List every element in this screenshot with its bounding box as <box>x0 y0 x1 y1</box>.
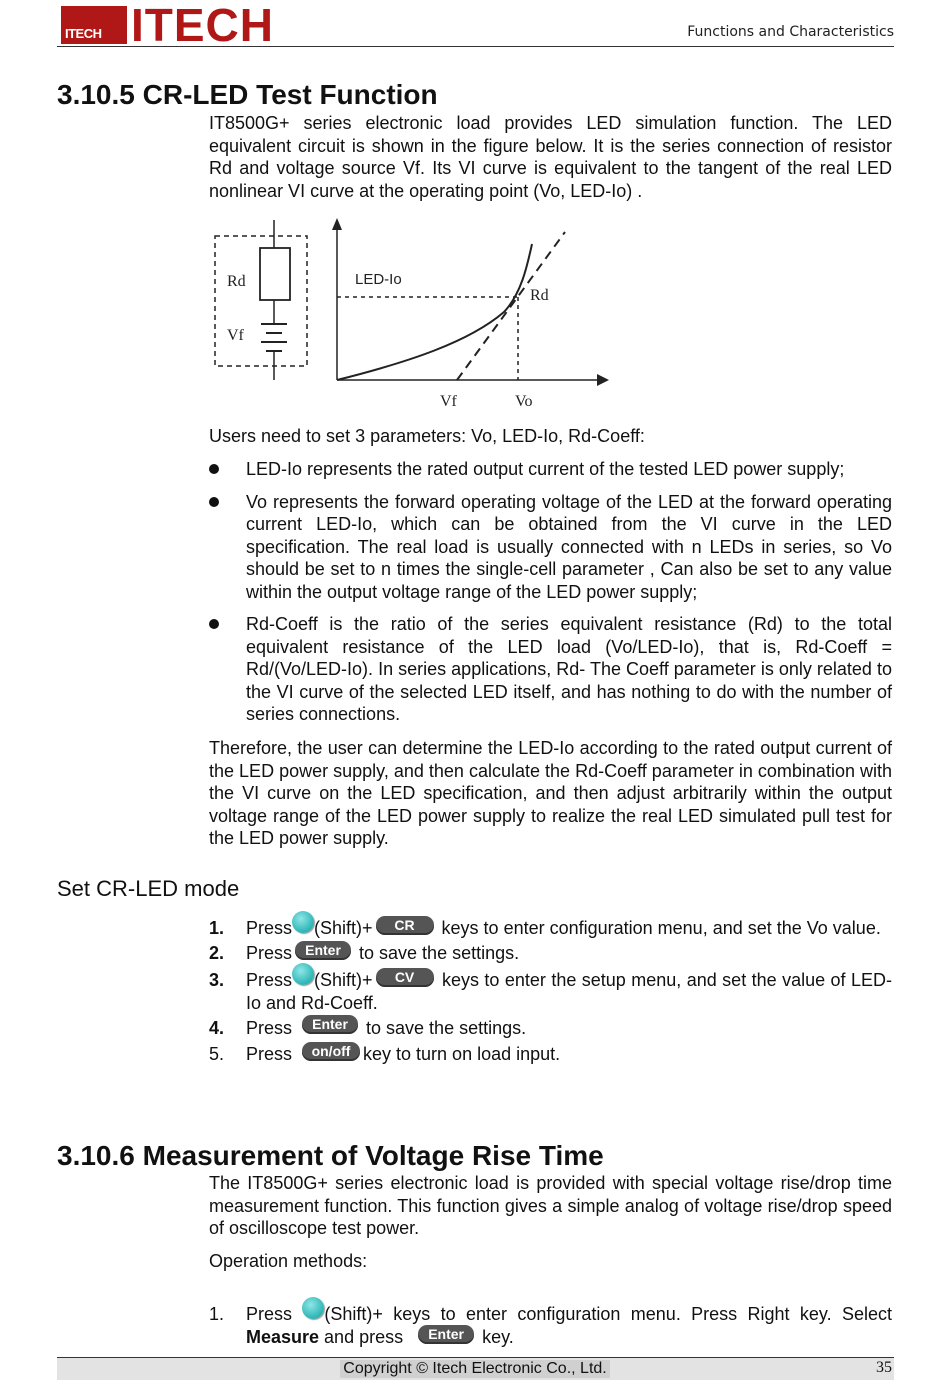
parameter-list <box>209 458 892 736</box>
itech-logo <box>61 0 301 51</box>
bullet-icon <box>209 619 219 629</box>
params-intro: Users need to set 3 parameters: Vo, LED-Io, Rd-Coeff: <box>209 426 645 446</box>
list-item: Vo represents the forward operating voltage of the LED at the forward operating current LED-Io, which can be obtained from the VI curve in the LED specification. The real load is usually connected with n LEDs in series, so Vo should be set to n times the single-cell parameter , Can also be set to any value within the output voltage range of the LED power supply; <box>209 491 892 604</box>
list-item: 3. Press (Shift)+ CV keys to enter the setup menu, and set the value of LED-Io and Rd-Coeff. <box>209 969 892 1015</box>
vo-axis-label: Vo <box>515 393 533 410</box>
section-heading-rise-time: 3.10.6 Measurement of Voltage Rise Time <box>57 1140 604 1171</box>
bullet-icon <box>209 497 219 507</box>
page-header <box>57 0 894 51</box>
logo-box <box>61 6 127 44</box>
copyright-text: Copyright © Itech Electronic Co., Ltd. <box>340 1360 610 1378</box>
enter-key: Enter <box>295 941 351 960</box>
vf-label: Vf <box>227 327 244 344</box>
shift-key-icon <box>292 963 314 985</box>
list-item: 2. Press Enter to save the settings. <box>209 942 520 964</box>
set-mode-steps <box>209 917 892 1066</box>
list-item: 4. Press Enter to save the settings. <box>209 1016 527 1038</box>
list-item: 5. Press on/off key to turn on load input. <box>209 1042 561 1064</box>
operation-methods-label: Operation methods: <box>209 1251 368 1271</box>
rise-time-intro: The IT8500G+ series electronic load is provided with special voltage rise/drop time measurement function. This function gives a simple analog of voltage rise/drop speed of oscilloscope test power. <box>209 1173 892 1238</box>
cv-key: CV <box>376 968 434 987</box>
enter-key: Enter <box>302 1015 358 1034</box>
set-mode-heading: Set CR-LED mode <box>57 876 240 901</box>
header-title: Functions and Characteristics <box>687 24 894 40</box>
logo-small-text: ITECH <box>65 26 102 41</box>
list-item: LED-Io represents the rated output current of the tested LED power supply; <box>209 458 892 481</box>
shift-key-icon <box>302 1297 324 1319</box>
enter-key: Enter <box>418 1325 474 1344</box>
rise-time-steps <box>209 1303 892 1349</box>
bullet-icon <box>209 464 219 474</box>
led-equivalent-circuit-diagram <box>209 212 609 412</box>
rd-curve-label: Rd <box>530 287 549 304</box>
list-item: Rd-Coeff is the ratio of the series equivalent resistance (Rd) to the total equivalent resistance of the LED load (Vo/LED-Io), that is, Rd-Coeff = Rd/(Vo/LED-Io). In series applications, Rd- The Coeff parameter is only related to the VI curve of the selected LED itself, and has nothing to do with the number of series connections. <box>209 613 892 726</box>
rd-label: Rd <box>227 273 246 290</box>
section-heading-cr-led: 3.10.5 CR-LED Test Function <box>57 79 438 110</box>
intro-paragraph: IT8500G+ series electronic load provides LED simulation function. The LED equivalent circuit is shown in the figure below. It is the series connection of resistor Rd and voltage source Vf. Its VI curve is equivalent to the tangent of the real LED nonlinear VI curve at the operating point (Vo, LED-Io) . <box>209 113 892 201</box>
logo-large-text: ITECH <box>131 0 274 51</box>
list-item: 1. Press (Shift)+ CR keys to enter configuration menu, and set the Vo value. <box>209 917 892 940</box>
on-off-key: on/off <box>302 1042 360 1061</box>
shift-key-icon <box>292 911 314 933</box>
conclusion-paragraph: Therefore, the user can determine the LED-Io according to the rated output current of the LED power supply, and then calculate the Rd-Coeff parameter in combination with the VI curve on the LED specification, and then adjust arbitrarily within the output voltage range of the LED power supply to realize the real LED simulated pull test for the LED power supply. <box>209 738 892 848</box>
page-number: 35 <box>876 1359 892 1376</box>
led-io-label: LED-Io <box>355 271 402 288</box>
vf-axis-label: Vf <box>440 393 457 410</box>
page-footer <box>57 1357 894 1380</box>
cr-key: CR <box>376 916 434 935</box>
list-item: 1. Press (Shift)+ keys to enter configuration menu. Press Right key. Select Measure and press Enter key. <box>209 1303 892 1349</box>
